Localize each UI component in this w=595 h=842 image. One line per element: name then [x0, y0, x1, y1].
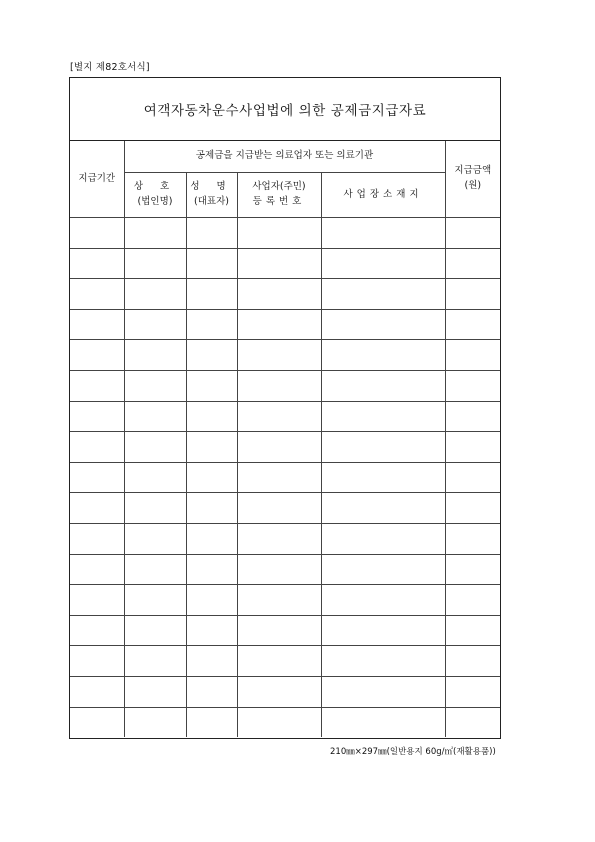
table-cell[interactable] — [124, 462, 186, 493]
table-row — [70, 370, 500, 401]
table-cell[interactable] — [445, 248, 500, 279]
table-row — [70, 676, 500, 707]
table-cell[interactable] — [237, 401, 321, 432]
table-cell[interactable] — [186, 309, 237, 340]
table-cell[interactable] — [124, 401, 186, 432]
paper-spec-footer: 210㎜×297㎜(일반용지 60g/㎡(재활용품)) — [330, 747, 496, 757]
table-cell[interactable] — [237, 615, 321, 646]
form-frame — [69, 77, 501, 739]
table-cell[interactable] — [321, 707, 445, 737]
reg-no-header — [237, 173, 321, 218]
table-cell[interactable] — [237, 523, 321, 554]
table-cell[interactable] — [186, 676, 237, 707]
table-row — [70, 462, 500, 493]
table-cell[interactable] — [124, 523, 186, 554]
table-cell[interactable] — [124, 279, 186, 310]
name-header-label: 성 명 — [190, 181, 233, 193]
table-cell[interactable] — [237, 370, 321, 401]
table-cell[interactable] — [321, 340, 445, 371]
table-cell[interactable] — [445, 615, 500, 646]
table-cell[interactable] — [445, 432, 500, 463]
table-cell[interactable] — [186, 340, 237, 371]
table-cell[interactable] — [321, 554, 445, 585]
table-row — [70, 523, 500, 554]
table-cell[interactable] — [70, 554, 124, 585]
form-number-label: [별지 제82호서식] — [70, 62, 150, 73]
table-cell[interactable] — [445, 707, 500, 737]
table-cell[interactable] — [237, 340, 321, 371]
table-cell[interactable] — [124, 646, 186, 677]
provider-group-header: 공제금을 지급받는 의료업자 또는 의료기관 — [124, 141, 445, 173]
table-cell[interactable] — [321, 309, 445, 340]
table-cell[interactable] — [186, 401, 237, 432]
table-cell[interactable] — [321, 615, 445, 646]
table-cell[interactable] — [321, 218, 445, 249]
trade-name-header-label: 상 호 — [133, 181, 177, 193]
table-row — [70, 554, 500, 585]
payment-table — [70, 141, 500, 737]
table-cell[interactable] — [445, 370, 500, 401]
table-row — [70, 248, 500, 279]
table-cell[interactable] — [124, 493, 186, 524]
table-cell[interactable] — [70, 432, 124, 463]
table-row — [70, 493, 500, 524]
table-cell[interactable] — [321, 401, 445, 432]
table-cell[interactable] — [124, 554, 186, 585]
table-cell[interactable] — [70, 523, 124, 554]
table-cell[interactable] — [237, 493, 321, 524]
table-row — [70, 646, 500, 677]
address-header: 사업장소재지 — [321, 173, 445, 218]
table-cell[interactable] — [321, 279, 445, 310]
table-cell[interactable] — [124, 707, 186, 737]
table-cell[interactable] — [445, 309, 500, 340]
reg-no-header-sub: 등록번호 — [252, 196, 306, 207]
table-cell[interactable] — [124, 309, 186, 340]
table-cell[interactable] — [186, 248, 237, 279]
table-cell[interactable] — [124, 370, 186, 401]
table-cell[interactable] — [321, 432, 445, 463]
table-cell[interactable] — [186, 554, 237, 585]
table-cell[interactable] — [124, 615, 186, 646]
table-cell[interactable] — [321, 646, 445, 677]
table-row — [70, 707, 500, 737]
table-cell[interactable] — [70, 707, 124, 737]
table-cell[interactable] — [445, 646, 500, 677]
table-row — [70, 340, 500, 371]
table-cell[interactable] — [70, 340, 124, 371]
table-cell[interactable] — [70, 585, 124, 616]
reg-no-header-label: 사업자(주민) — [252, 181, 306, 193]
table-cell[interactable] — [321, 370, 445, 401]
table-cell[interactable] — [70, 248, 124, 279]
table-cell[interactable] — [445, 585, 500, 616]
table-row — [70, 432, 500, 463]
table-cell[interactable] — [321, 248, 445, 279]
form-title: 여객자동차운수사업법에 의한 공제금지급자료 — [70, 78, 500, 141]
table-cell[interactable] — [124, 585, 186, 616]
table-cell[interactable] — [70, 370, 124, 401]
table-cell[interactable] — [70, 493, 124, 524]
table-cell[interactable] — [186, 646, 237, 677]
table-cell[interactable] — [186, 218, 237, 249]
table-cell[interactable] — [321, 523, 445, 554]
table-cell[interactable] — [237, 248, 321, 279]
table-cell[interactable] — [237, 554, 321, 585]
table-cell[interactable] — [237, 676, 321, 707]
trade-name-header — [124, 173, 186, 218]
table-cell[interactable] — [237, 462, 321, 493]
table-row — [70, 401, 500, 432]
table-cell[interactable] — [237, 309, 321, 340]
table-cell[interactable] — [186, 493, 237, 524]
trade-name-header-sub: (법인명) — [137, 196, 173, 207]
table-cell[interactable] — [237, 279, 321, 310]
table-cell[interactable] — [237, 218, 321, 249]
table-cell[interactable] — [186, 523, 237, 554]
table-row — [70, 615, 500, 646]
amount-header-unit: (원) — [464, 180, 482, 191]
table-cell[interactable] — [321, 676, 445, 707]
table-cell[interactable] — [321, 462, 445, 493]
table-cell[interactable] — [237, 432, 321, 463]
table-row — [70, 309, 500, 340]
table-cell[interactable] — [70, 279, 124, 310]
table-cell[interactable] — [186, 432, 237, 463]
table-cell[interactable] — [445, 218, 500, 249]
table-cell[interactable] — [70, 615, 124, 646]
table-cell[interactable] — [186, 707, 237, 737]
table-cell[interactable] — [70, 462, 124, 493]
table-cell[interactable] — [445, 523, 500, 554]
table-cell[interactable] — [124, 432, 186, 463]
table-cell[interactable] — [186, 279, 237, 310]
name-header-sub: (대표자) — [194, 196, 229, 207]
table-cell[interactable] — [186, 462, 237, 493]
table-row — [70, 279, 500, 310]
table-cell[interactable] — [70, 646, 124, 677]
table-cell[interactable] — [186, 370, 237, 401]
table-cell[interactable] — [70, 401, 124, 432]
payer-header: 지급기간 — [70, 141, 124, 218]
table-cell[interactable] — [124, 218, 186, 249]
table-row — [70, 218, 500, 249]
table-cell[interactable] — [445, 554, 500, 585]
table-cell[interactable] — [70, 676, 124, 707]
table-cell[interactable] — [445, 279, 500, 310]
table-cell[interactable] — [445, 493, 500, 524]
table-cell[interactable] — [237, 707, 321, 737]
table-cell[interactable] — [186, 585, 237, 616]
table-cell[interactable] — [124, 340, 186, 371]
table-cell[interactable] — [445, 401, 500, 432]
table-cell[interactable] — [237, 585, 321, 616]
table-cell[interactable] — [124, 676, 186, 707]
table-cell[interactable] — [321, 493, 445, 524]
table-cell[interactable] — [445, 676, 500, 707]
table-cell[interactable] — [237, 646, 321, 677]
table-cell[interactable] — [321, 585, 445, 616]
table-cell[interactable] — [445, 340, 500, 371]
table-cell[interactable] — [186, 615, 237, 646]
table-cell[interactable] — [70, 218, 124, 249]
amount-header-label: 지급금액 — [454, 165, 492, 177]
table-cell[interactable] — [124, 248, 186, 279]
table-cell[interactable] — [70, 309, 124, 340]
name-header — [186, 173, 237, 218]
table-cell[interactable] — [445, 462, 500, 493]
table-row — [70, 585, 500, 616]
amount-header — [445, 141, 500, 218]
